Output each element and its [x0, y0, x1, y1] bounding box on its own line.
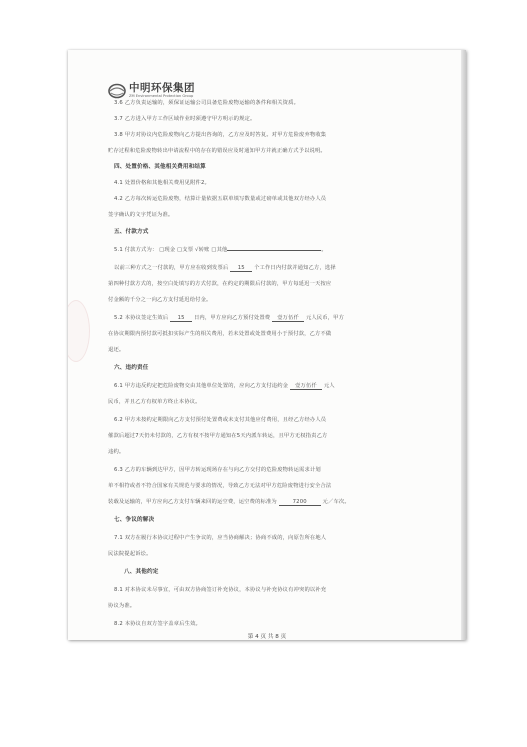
- clause-3-8: 3.8 甲方对协议内危险废物向乙方提出咨询的，乙方应及时答复。对甲方危险废弃物收集: [114, 132, 327, 138]
- section-5-heading: 五、付款方式: [114, 229, 149, 235]
- clause-6-3: 6.3 乙方的车辆到达甲方，因甲方转运现场存在与向乙方交付的危险废物转运需求计划: [114, 467, 321, 473]
- clause-4-2-cont: 签字确认的文字凭证为准。: [108, 212, 174, 218]
- clause-5-2-cont: 在协议期限内预付款可抵扣实际产生的相关费用，若未处置或处置费用小于预付款，乙方不做: [108, 331, 332, 337]
- clause-5-1-suffix: 。: [321, 247, 327, 253]
- clause-4-1: 4.1 处置价格和其他相关费用见附件2。: [114, 180, 210, 186]
- payment-other-blank: [227, 250, 321, 251]
- clause-5-2: [114, 313, 344, 322]
- logo-name-en: ZM Environmental Protection Group: [129, 93, 194, 98]
- clause-8-2: 8.2 本协议自双方签字盖章后生效。: [114, 621, 201, 627]
- payment-days-value: 15: [230, 265, 252, 272]
- clause-6-2: 6.2 甲方未按约定期限向乙方支付预付处置费或未支付其他应付费用，且经乙方经办人员: [114, 417, 327, 423]
- clause-6-1-cont: 民币，并且乙方有权单方终止本协议。: [108, 399, 201, 405]
- clause-5-1-cont-2: 付金额的千分之一向乙方支付延迟给付金。: [108, 297, 212, 303]
- payment-other-checkbox: □其他: [211, 247, 228, 253]
- clause-6-2-cont-2: 违约。: [108, 449, 125, 455]
- payment-days-suffix: 个工作日内付款并通知乙方，选择: [254, 265, 336, 271]
- transport-fee-text: 装载及运输的，甲方应向乙方支付车辆来回的运空费，运空费的标准为: [108, 499, 277, 505]
- section-8-heading: 八、其他约定: [124, 569, 159, 575]
- penalty-amount: 壹万伍仟: [290, 381, 322, 390]
- clause-6-2-cont-1: 催款后超过7天仍未付款的，乙方有权不按甲方通知在5天内派车转运，且甲方无权指责乙方: [108, 433, 328, 439]
- payment-check-checkbox: □支票: [177, 247, 194, 253]
- clause-3-7: 3.7 乙方进入甲方工作区域作业时须遵守甲方明示的规定。: [114, 116, 256, 122]
- payment-cash-checkbox: □现金: [159, 247, 176, 253]
- page-edge-shadow: [461, 50, 466, 640]
- clause-6-1-unit: 元人: [323, 383, 335, 389]
- logo-name-cn: 中明环保集团: [129, 82, 195, 95]
- clause-6-3-cont-1: 单不相符或者不符合国家有关规范与要求的情况，导致乙方无法对甲方危险废物进行安全合法: [108, 483, 332, 489]
- transport-fee-value: 7200: [279, 499, 321, 506]
- prepay-days: 15: [170, 315, 192, 322]
- page-number: 第 4 页 共 8 页: [247, 634, 287, 640]
- transport-fee-unit: 元／车次。: [322, 499, 350, 505]
- prepay-suffix: 元人民币，甲方: [305, 315, 345, 321]
- clause-3-8-cont: 贮存过程和危险废物转出申请流程中的存在的错误应及时通知甲方并就正确方式予以说明。: [108, 148, 326, 154]
- clause-8-1: 8.1 对本协议未尽事宜，可由双方协商签订补充协议，本协议与补充协议有冲突的以补充: [114, 587, 327, 593]
- section-4-heading: 四、处置价格、其他相关费用和结算: [114, 164, 206, 170]
- logo-text: [129, 83, 195, 98]
- section-6-heading: 六、违约责任: [114, 365, 149, 371]
- clause-5-1-prefix: 5.1 付款方式为：: [114, 247, 158, 253]
- prepay-prefix: 5.2 本协议签定生效后: [114, 315, 169, 321]
- clause-6-1-text: 6.1 甲方违反约定把危险废物交由其他单位处置的，应向乙方支付违约金: [114, 383, 289, 389]
- seal-stamp-faint: [68, 300, 90, 362]
- clause-6-3-cont-2: [108, 497, 350, 506]
- logo-mark-icon: [108, 83, 126, 99]
- document-page: [68, 50, 466, 640]
- payment-transfer-checkbox: √转账: [195, 247, 210, 253]
- clause-5-2-end: 退还。: [108, 347, 125, 353]
- prepay-middle: 日内，甲方应向乙方预付处置费: [193, 315, 271, 321]
- clause-5-1-text: [114, 263, 336, 272]
- clause-7-1-cont: 民法院提起诉讼。: [108, 551, 152, 557]
- section-7-heading: 七、争议的解决: [114, 517, 155, 523]
- clause-5-1: [114, 245, 327, 253]
- clause-6-1: [114, 381, 335, 390]
- clause-5-1-cont-1: 第四种付款方式的，按空白处填写的方式付款，在约定的期限后付款的，甲方每延迟一天按应: [108, 281, 332, 287]
- clause-8-1-cont: 协议为准。: [108, 603, 136, 609]
- clause-3-6: 3.6 乙方负责运输的，须保证运输公司具备危险废物运输的条件和相关资质。: [114, 100, 300, 106]
- prepay-amount: 壹万伍仟: [272, 313, 304, 322]
- clause-7-1: 7.1 双方在履行本协议过程中产生争议的，应当协商解决；协商不成的，向原告所在地人: [114, 535, 327, 541]
- clause-4-2: 4.2 乙方每次转运危险废物，结算计量依据五联单填写数量或过磅单或其他双方经办人员: [114, 196, 327, 202]
- payment-days-prefix: 以前三种方式之一付款的，甲方应在收到发票后: [114, 265, 229, 271]
